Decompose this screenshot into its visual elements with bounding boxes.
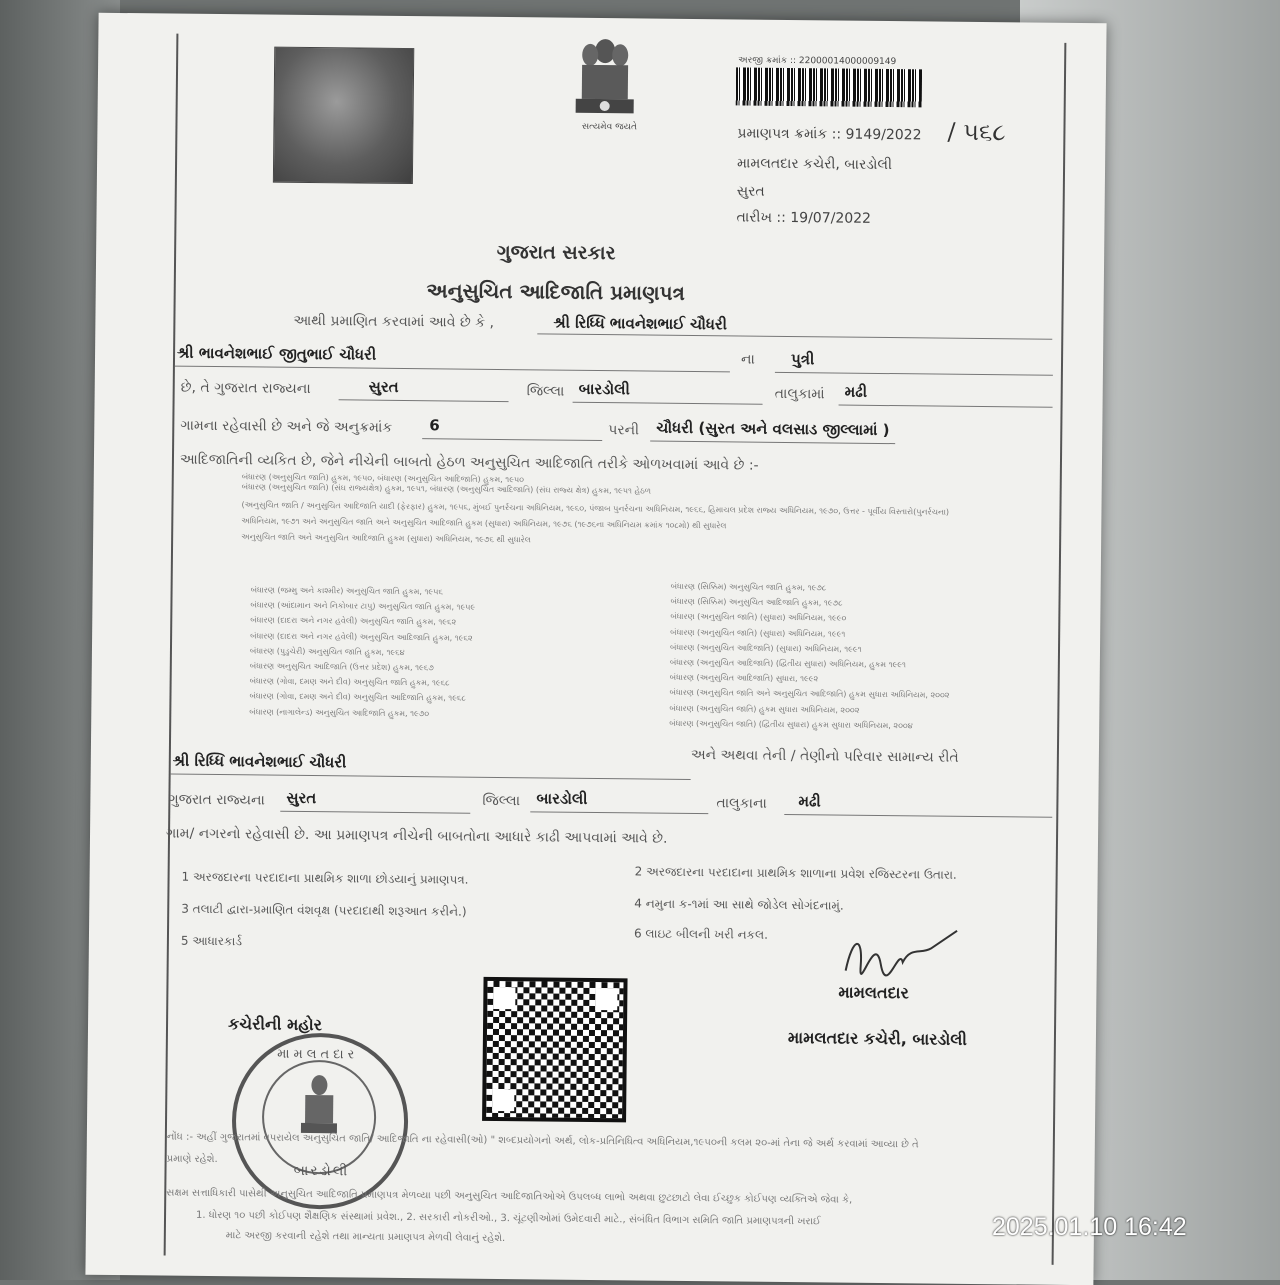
state-label-2: ગુજરાત રાજ્યના [168, 791, 265, 809]
resident-label: ગામના રહેવાસી છે અને જે અનુક્રમાંક [180, 417, 393, 436]
emblem-motto: સત્યમેવ જયતે [581, 121, 638, 133]
document-item: 1 અરજદારના પરદાદાના પ્રાથમિક શાળા છોડયાનું પ્રમાણપત્ર. [181, 869, 469, 887]
signatory-designation: મામલતદાર [838, 982, 909, 1003]
village-value: મઢી [844, 382, 868, 401]
issuing-office: મામલતદાર કચેરી, બારડોલી [737, 155, 893, 174]
taluka-label-2: તાલુકાના [716, 795, 767, 812]
order-line: બંધારણ અનુસુચિત આદિજાતિ (ઉત્તર પ્રદેશ) હુકમ, ૧૯૬૭ [249, 661, 434, 673]
order-line: બંધારણ (ગોવા, દમણ અને દીવ) અનુસુચિત આદિજાતિ હુકમ, ૧૯૬૮ [249, 691, 466, 703]
order-line: બંધારણ (સિક્કિમ) અનુસુચિત જાતિ હુકમ, ૧૯૭૮ [670, 581, 827, 593]
family-label: અને અથવા તેની / તેણીનો પરિવાર સામાન્ય રીતે [690, 747, 959, 766]
order-line: બંધારણ (સિક્કિમ) અનુસુચિત આદિજાતિ હુકમ, ૧૯૭૮ [670, 596, 843, 608]
note-3: 1. ધોરણ ૧૦ પછી કોઈપણ શૈક્ષણિક સંસ્થામાં પ્રવેશ., 2. સરકારી નોકરીઓ., 3. ચૂંટણીઓમાં ઉમેદવારી માટે., સંબંધિત વિભાગ સમિતિ જાતિ પ્રમાણપત્રની ખરાઈ [195, 1209, 821, 1228]
document-item: 6 લાઇટ બીલની ખરી નકલ. [633, 926, 769, 942]
order-line: બંધારણ (અનુસુચિત જાતિ અને અનુસુચિત આદિજાતિ) હુકમ સુધારા અધિનિયમ, ૨૦૦૨ [669, 688, 950, 701]
order-line: બંધારણ (નાગાલેન્ડ) અનુસુચિત આદિજાતિ હુકમ, ૧૯૭૦ [249, 706, 430, 718]
order-line: બંધારણ (અનુસુચિત જાતિ) (દ્વિતીય સુધારા) હુકમ સુધારા અધિનિયમ, ૨૦૦૪ [669, 718, 913, 731]
barcode [736, 67, 922, 107]
order-line: બંધારણ (અનુસુચિત જાતિ) (સુધારા) અધિનિયમ, ૧૯૯૧ [670, 627, 846, 639]
order-line: બંધારણ (અનુસુચિત આદિજાતિ) સુધારા, ૧૯૯૨ [669, 672, 819, 684]
application-number: અરજી ક્રમાંક :: 22000014000009149 [738, 55, 897, 68]
order-line: બંધારણ (ગોવા, દમણ અને દીવ) અનુસુચિત જાતિ હુકમ, ૧૯૬૮ [249, 676, 450, 688]
relation-value: પુત્રી [790, 350, 815, 369]
order-line: અનુસુચિત જાતિ અને અનુસુચિત આદિજાતિ હુકમ (સુધારા) અધિનિયમ, ૧૯૭૬ થી સુધારેલ [241, 532, 531, 545]
order-line: બંધારણ (અનુસુચિત આદિજાતિ) (દ્વિતીય સુધારા) અધિનિયમ, હુકમ ૧૯૯૧ [669, 657, 906, 670]
district-label: જિલ્લા [526, 383, 565, 400]
photo-timestamp: 2025.01.10 16:42 [992, 1213, 1187, 1241]
taluka-value: બારડોલી [578, 379, 630, 399]
taluka-label: તાલુકામાં [774, 385, 825, 403]
tribe-value: ચૌધરી (સુરત અને વલસાડ જીલ્લામાં ) [656, 418, 890, 440]
note-1b: પ્રમાણે રહેશે. [166, 1153, 218, 1166]
village-value-2: મઢી [798, 792, 821, 811]
order-line: બંધારણ (અનુસુચિત જાતિ) (સંઘ રાજ્યક્ષેત્ર) હુકમ, ૧૯૫૧, બંધારણ (અનુસુચિત આદિજાતિ) (સંઘ રાજ્ય ક્ષેત્ર) હુકમ, ૧૯૫૧ હેઠળ [241, 482, 652, 496]
document-item: 3 તલાટી દ્વારા-પ્રમાણિત વંશવૃક્ષ (પરદાદાથી શરૂઆત કરીને.) [181, 901, 467, 919]
order-line: અધિનિયમ, ૧૯૭૧ અને અનુસુચિત જાતિ અને અનુસુચિત આદિજાતિ હુકમ (સુધારા) અધિનિયમ, ૧૯૭૬ (૧૯૭૬ના અધિનિયમ ક્રમાંક ૧૦૮મો) થી સુધારેલ [241, 516, 727, 531]
district-value: સુરત [368, 377, 399, 396]
certify-label: આથી પ્રમાણિત કરવામાં આવે છે કે , [293, 312, 495, 331]
of-label: ના [740, 351, 755, 368]
order-line: (અનુસુચિત જાતિ / અનુસુચિત આદિજાતિ યાદી (ફેરફાર) હુકમ, ૧૯૫૬, મુંબઈ પુનર્રચના અધિનિયમ, ૧૯૬૦, પંજાબ પુનર્રચના અધિનિયમ, ૧૯૬૬, હિમાચલ પ્રદેશ રાજ્ય અધિનિયમ, ૧૯૭૦, ઉત્તર - પૂર્વીય વિસ્તારો(પુનર્રચના) [241, 500, 950, 517]
national-emblem-icon [569, 33, 640, 134]
signatory-office: મામલતદાર કચેરી, બારડોલી [787, 1028, 968, 1049]
father-name: શ્રી ભાવનેશભાઈ જીતુભાઈ ચૌધરી [176, 343, 377, 364]
note-2: સક્ષમ સત્તાધિકારી પાસેથી અનુસુચિત આદિજાતિ પ્રમાણપત્ર મેળવ્યા પછી અનુસુચિત આદિજાતિઓએ ઉપલબ્ધ લાભો અથવા છુટછાટો લેવા ઈચ્છુક કોઈપણ વ્યક્તિએ જેવા કે, [166, 1187, 853, 1206]
government-title: ગુજરાત સરકાર [496, 240, 616, 265]
on-label: પરની [608, 422, 640, 439]
district-label-2: જિલ્લા [482, 792, 521, 810]
document-item: 5 આધારકાર્ડ [180, 933, 243, 949]
issuing-district: સુરત [736, 183, 765, 200]
issue-date: તારીખ :: 19/07/2022 [736, 209, 872, 227]
document-item: 4 નમુના ક-૧માં આ સાથે જોડેલ સોગંદનામું. [634, 896, 844, 913]
order-line: બંધારણ (અનુસુચિત જાતિ) (સુધારા) અધિનિયમ, ૧૯૯૦ [670, 612, 847, 623]
orders-left-column [249, 582, 650, 723]
order-line: બંધારણ (અનુસુચિત આદિજાતિ) (સુધારા) અધિનિયમ, ૧૯૯૧ [669, 642, 862, 654]
order-line: બંધારણ (આંદામાન અને નિકોબાર ટાપુ) અનુસુચિત જાતિ હુકમ, ૧૯૫૯ [250, 600, 476, 612]
certificate-paper [85, 13, 1106, 1285]
taluka-value-2: બારડોલી [536, 789, 588, 808]
applicant-name-2: શ્રી રિધ્ધિ ભાવનેશભાઈ ચૌધરી [172, 751, 347, 772]
signature-icon [840, 926, 961, 987]
tribe-sentence: આદિજાતિની વ્યકિત છે, જેને નીચેની બાબતો હેઠળ અનુસુચિત આદિજાતિ તરીકે ઓળખવામાં આવે છે :- [179, 451, 759, 474]
order-line: બંધારણ (અનુસુચિત જાતિ) હુકમ સુધારા અધિનિયમ, ૨૦૦૨ [669, 703, 860, 715]
order-line: બંધારણ (જમ્મુ અને કાશ્મીર) અનુસુચિત જાતિ હુકમ, ૧૯૫૬ [250, 585, 443, 597]
note-1: નોંધ :- અહીં ગુજરાતમાં વપરાયેલ અનુસુચિત જાતિ/ આદિજાતિ ના રહેવાસી(ઓ) " શબ્દપ્રયોગનો અર્થ, લોક-પ્રતિનિધિત્વ અધિનિયમ,૧૯૫૦ની કલમ ૨૦-માં તેના જે અર્થ કરવામાં આવ્યા છે તે [166, 1131, 919, 1151]
serial-value: 6 [429, 416, 440, 435]
order-line: બંધારણ (દાદરા અને નગર હવેલી) અનુસુચિત આદિજાતિ હુકમ, ૧૯૬૨ [250, 630, 473, 643]
certificate-number: પ્રમાણપત્ર ક્રમાંક :: 9149/2022 [737, 125, 922, 144]
issue-sentence: ગામ/ નગરનો રહેવાસી છે. આ પ્રમાણપત્ર નીચેની બાબતોના આધારે કાઢી આપવામાં આવે છે. [165, 825, 668, 847]
seal-ring-bottom: બારડોલી [293, 1162, 350, 1180]
seal-ring-top: મામલતદાર [277, 1046, 359, 1063]
orders-right-column [669, 579, 1041, 735]
order-line: બંધારણ (અનુસુચિત જાતિ) હુકમ, ૧૯૫૦, બંધારણ (અનુસુચિત આદિજાતિ) હુકમ, ૧૯૫૦ [241, 472, 525, 485]
state-label: છે, તે ગુજરાત રાજ્યના [180, 379, 311, 397]
note-4: માટે અરજી કરવાની રહેશે તથા માન્યતા પ્રમાણપત્ર મેળવી લેવાનું રહેશે. [225, 1230, 506, 1245]
district-value-2: સુરત [286, 788, 317, 808]
qr-code [482, 977, 628, 1123]
order-line: બંધારણ (પુડુચેરી) અનુસુચિત જાતિ હુકમ, ૧૯૬૪ [249, 646, 405, 657]
document-item: 2 અરજદારના પરદાદાના પ્રાથમિક શાળાના પ્રવેશ રજિસ્ટરના ઉતારા. [634, 864, 957, 882]
applicant-photo [273, 47, 414, 184]
order-line: બંધારણ (દાદરા અને નગર હવેલી) અનુસુચિત જાતિ હુકમ, ૧૯૬૨ [250, 615, 457, 627]
handwritten-number: / ૫૬૮ [947, 117, 1006, 147]
seal-caption: કચેરીની મહોર [227, 1014, 323, 1035]
certificate-title: અનુસુચિત આદિજાતિ પ્રમાણપત્ર [426, 278, 685, 305]
orders-intro [241, 472, 1032, 550]
applicant-name: શ્રી રિધ્ધિ ભાવનેશભાઈ ચૌધરી [553, 313, 728, 334]
